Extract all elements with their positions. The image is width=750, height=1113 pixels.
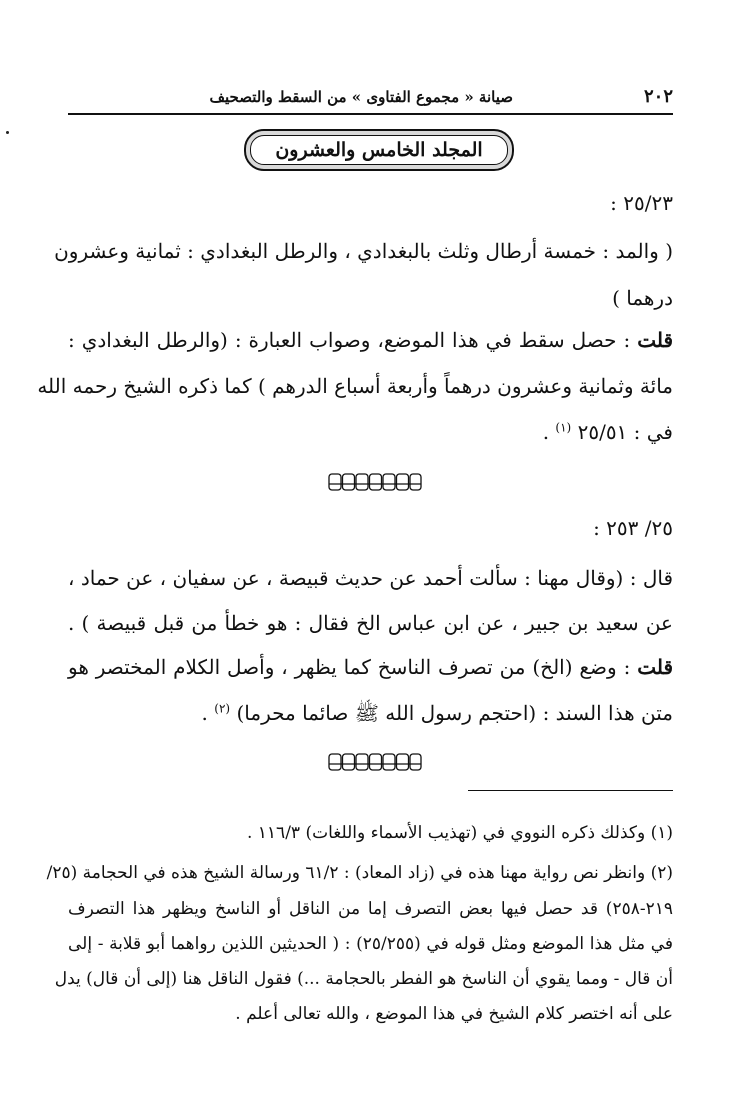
footnote-2-line2: ٢١٩-٢٥٨) قد حصل فيها بعض التصرف إما من الناقل أو الناسخ ويظهر هذا التصرف <box>68 899 673 919</box>
page-number: ٢٠٢ <box>643 86 673 107</box>
page-header <box>68 86 673 110</box>
sentence-end: . <box>201 701 208 725</box>
header-rule <box>68 113 673 115</box>
running-title: صيانة « مجموع الفتاوى » من السقط والتصحيف <box>209 88 513 106</box>
entry2-line3 <box>68 654 673 680</box>
entry2-comment-text: : وضع (الخ) من تصرف الناسخ كما يظهر ، وأصل الكلام المختصر هو <box>68 655 631 679</box>
entry1-citation: في : ٢٥/٥١ <box>577 420 673 444</box>
footnote-marker-1: (١) <box>555 420 572 435</box>
footnote-2-line5: على أنه اختصر كلام الشيخ في هذا الموضع ، والله تعالى أعلم . <box>235 1004 673 1024</box>
entry1-comment-line1 <box>68 327 673 353</box>
entry1-quote-line1: ( والمد : خمسة أرطال وثلث بالبغدادي ، والرطل البغدادي : ثمانية وعشرون <box>54 239 673 263</box>
entry1-comment-line2: مائة وثمانية وعشرون درهماً وأربعة أسباع الدرهم ) كما ذكره الشيخ رحمه الله <box>37 374 673 398</box>
sentence-end: . <box>542 420 550 444</box>
footnote-2-line1: (٢) وانظر نص رواية مهنا هذه في (زاد المعاد) : ٦١/٢ ورسالة الشيخ هذه في الحجامة (٢٥/ <box>46 863 673 883</box>
footnote-marker-2: (٢) <box>214 701 231 716</box>
footnote-1: (١) وكذلك ذكره النووي في (تهذيب الأسماء واللغات) ١١٦/٣ . <box>246 823 673 843</box>
entry2-line1: قال : (وقال مهنا : سألت أحمد عن حديث قبيصة ، عن سفيان ، عن حماد ، <box>68 566 673 590</box>
qult-keyword: قلت <box>637 328 674 352</box>
footnote-2-line3: في مثل هذا الموضع ومثل قوله في (٢٥/٢٥٥) : ( الحديثين اللذين رواهما أبو قلابة - إلى <box>68 934 673 954</box>
entry2-line4 <box>68 700 673 726</box>
entry2-line2: عن سعيد بن جبير ، عن ابن عباس الخ فقال : هو خطأ من قبل قبيصة ) . <box>68 611 673 635</box>
ornament-divider-2 <box>328 752 422 772</box>
qult-keyword: قلت <box>637 655 674 679</box>
entry2-hadith: متن هذا السند : (احتجم رسول الله ﷺ صائما محرما) <box>236 701 673 725</box>
entry2-reference: ٢٥/ ٢٥٣ : <box>593 516 673 540</box>
margin-mark <box>6 131 9 134</box>
footnote-2-line4: أن قال - ومما يقوي أن الناسخ هو الفطر بالحجامة ...) فقول الناقل هنا (إلى أن قال) يدل <box>54 969 673 989</box>
section-title-frame <box>244 129 514 171</box>
entry1-quote-line2: درهما ) <box>612 286 673 310</box>
entry1-reference: ٢٥/٢٣ : <box>610 191 673 215</box>
section-title: المجلد الخامس والعشرون <box>250 135 508 165</box>
ornament-divider-1 <box>328 472 422 492</box>
entry1-comment-line3 <box>68 419 673 445</box>
footnote-rule <box>468 790 673 791</box>
entry1-comment-text: : حصل سقط في هذا الموضع، وصواب العبارة : (والرطل البغدادي : <box>68 328 631 352</box>
